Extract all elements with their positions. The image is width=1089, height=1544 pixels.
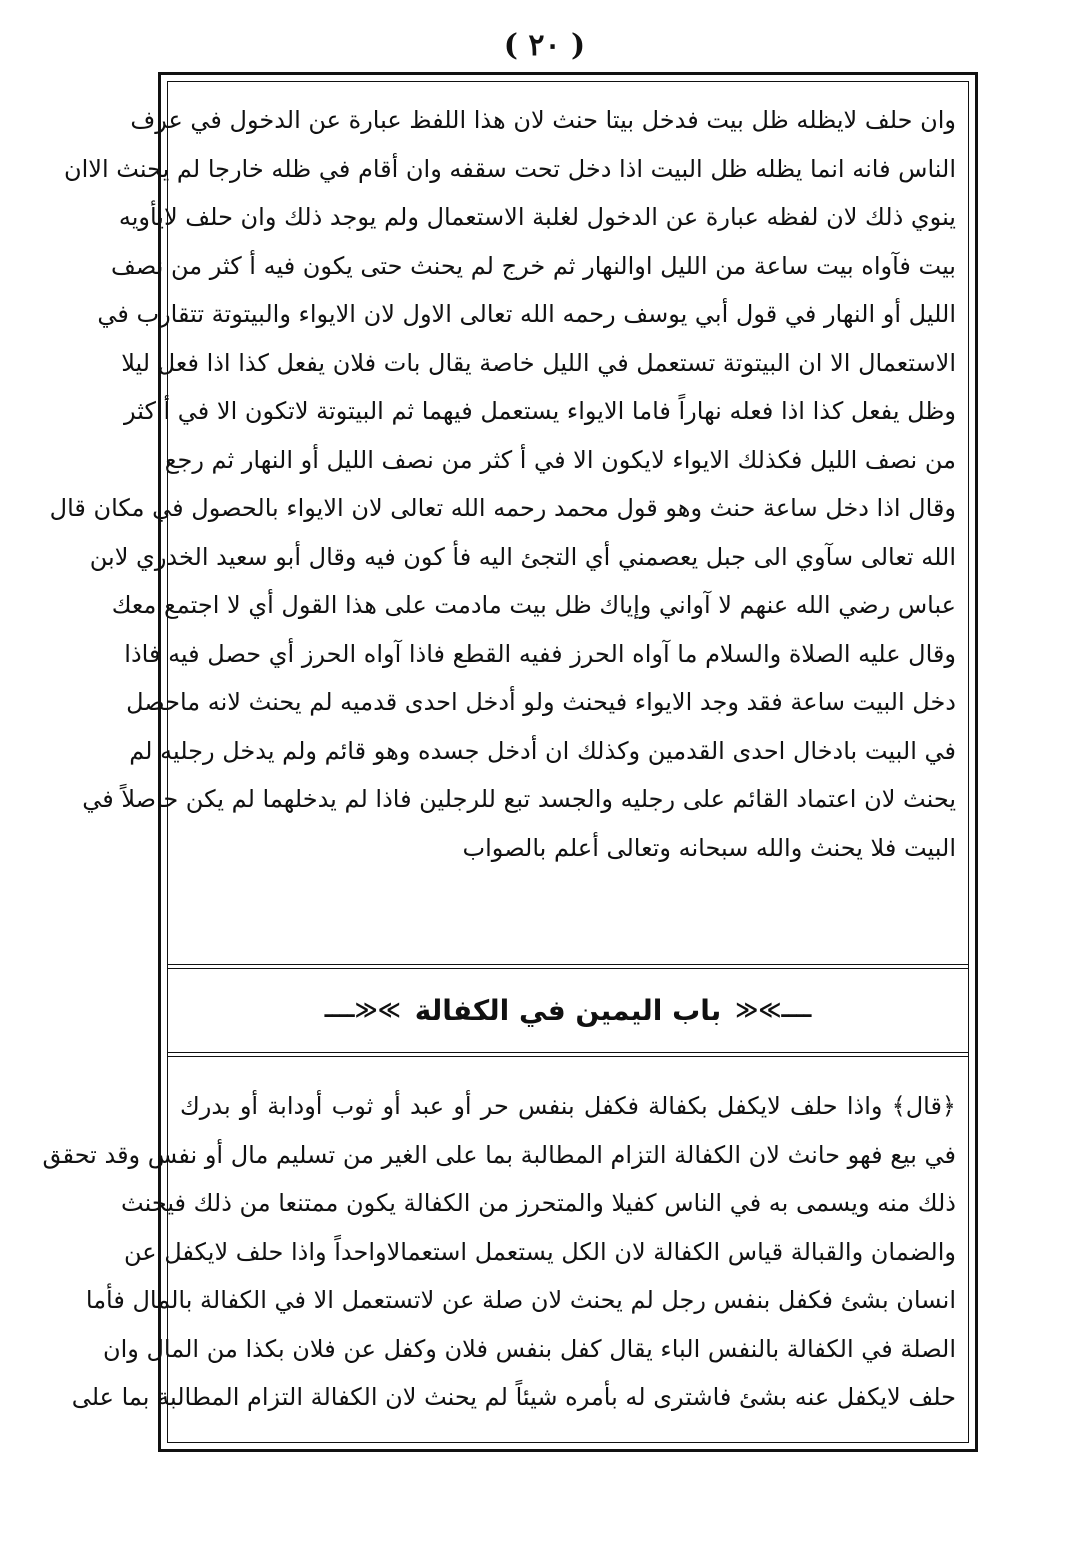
text-line: ﴿قال﴾ واذا حلف لايكفل بكفالة فكفل بنفس حر أو عبد أو ثوب أودابة أو بدرك: [180, 1092, 956, 1120]
section-oath-shade: [49, 96, 956, 872]
text-line: الناس فانه انما يظله ظل البيت اذا دخل تحت سقفه وان أقام في ظله خارجا لم يحنث الاان: [64, 154, 956, 183]
text-line: في البيت بادخال احدى القدمين وكذلك ان أدخل جسده وهو قائم ولم يدخل رجليه لم: [129, 736, 956, 765]
text-line: انسان بشئ فكفل بنفس رجل لم يحنث لان صلة عن لاتستعمل الا في الكفالة بالمال فأما: [85, 1286, 956, 1314]
section-oath-surety: [42, 1082, 956, 1422]
text-line: الصلة في الكفالة بالنفس الباء يقال كفل بنفس فلان وكفل عن فلان بكذا من المال وان: [102, 1334, 956, 1363]
text-line: عباس رضي الله عنهم لا آواني وإياك ظل بيت مادمت على هذا القول أي لا اجتمع معك: [111, 591, 956, 619]
text-line: حلف لايكفل عنه بشئ فاشترى له بأمره شيئاً لم يحنث لان الكفالة التزام المطالبة بما على: [71, 1383, 956, 1411]
text-line: دخل البيت ساعة فقد وجد الايواء فيحنث ولو أدخل احدى قدميه لم يحنث لانه ماحصل: [126, 688, 956, 716]
chapter-title: باب اليمين في الكفالة: [414, 993, 722, 1027]
text-line: وظل يفعل كذا اذا فعله نهاراً فاما الايواء يستعمل فيهما ثم البيتوتة لاتكون الا في أ كثر: [123, 397, 956, 425]
text-line: يحنث لان اعتماد القائم على رجليه والجسد تبع للرجلين فاذا لم يدخلهما لم يكن حاصلاً في: [82, 785, 956, 813]
divider-bottom: [168, 1052, 968, 1057]
text-line: وقال اذا دخل ساعة حنث وهو قول محمد رحمه الله تعالى لان الايواء بالحصول في مكان قال: [49, 494, 956, 522]
text-line: وان حلف لايظله ظل بيت فدخل بيتا حنث لان هذا اللفظ عبارة عن الدخول في عرف: [130, 106, 956, 134]
page-frame-inner: [42, 81, 969, 1443]
page-number: ( ٢٠ ): [503, 28, 586, 63]
text-line: في بيع فهو حانث لان الكفالة التزام المطالبة بما على الغير من تسليم مال أو نفس وقد تحقق: [42, 1140, 956, 1169]
text-line: الاستعمال الا ان البيتوتة تستعمل في الليل خاصة يقال بات فلان يفعل كذا اذا فعل ليلا: [121, 348, 956, 377]
text-line: من نصف الليل فكذلك الايواء لايكون الا في أ كثر من نصف الليل أو النهار ثم رجع: [164, 445, 956, 474]
ornament-left: ≫≪ــــ: [324, 997, 401, 1023]
ornament-right: ــــ≫≪: [735, 997, 812, 1023]
text-line: ينوي ذلك لان لفظه عبارة عن الدخول لغلبة الاستعمال ولم يوجد ذلك وان حلف لايأويه: [118, 203, 956, 231]
text-line: الله تعالى سآوي الى جبل يعصمني أي التجئ اليه فأ كون فيه وقال أبو سعيد الخدري لابن: [89, 542, 956, 571]
text-line: والضمان والقبالة قياس الكفالة لان الكل يستعمل استعمالاواحداً واذا حلف لايكفل عن: [123, 1237, 956, 1266]
text-line: بيت فآواه بيت ساعة من الليل اوالنهار ثم خرج لم يحنث حتى يكون فيه أ كثر من نصف: [111, 251, 956, 280]
page-frame: [42, 72, 978, 1452]
text-line: ذلك منه ويسمى به في الناس كفيلا والمتحرز من الكفالة يكون ممتنعا من ذلك فيحنث: [121, 1189, 956, 1217]
text-line: الليل أو النهار في قول أبي يوسف رحمه الله تعالى الاول لان الايواء والبيتوتة تتقارب في: [97, 300, 956, 328]
text-line: البيت فلا يحنث والله سبحانه وتعالى أعلم بالصواب: [462, 833, 956, 862]
divider-top: [168, 964, 968, 969]
text-line: وقال عليه الصلاة والسلام ما آواه الحرز ففيه القطع فاذا آواه الحرز أي حصل فيه فاذا: [124, 639, 956, 668]
chapter-heading: [168, 975, 968, 1045]
